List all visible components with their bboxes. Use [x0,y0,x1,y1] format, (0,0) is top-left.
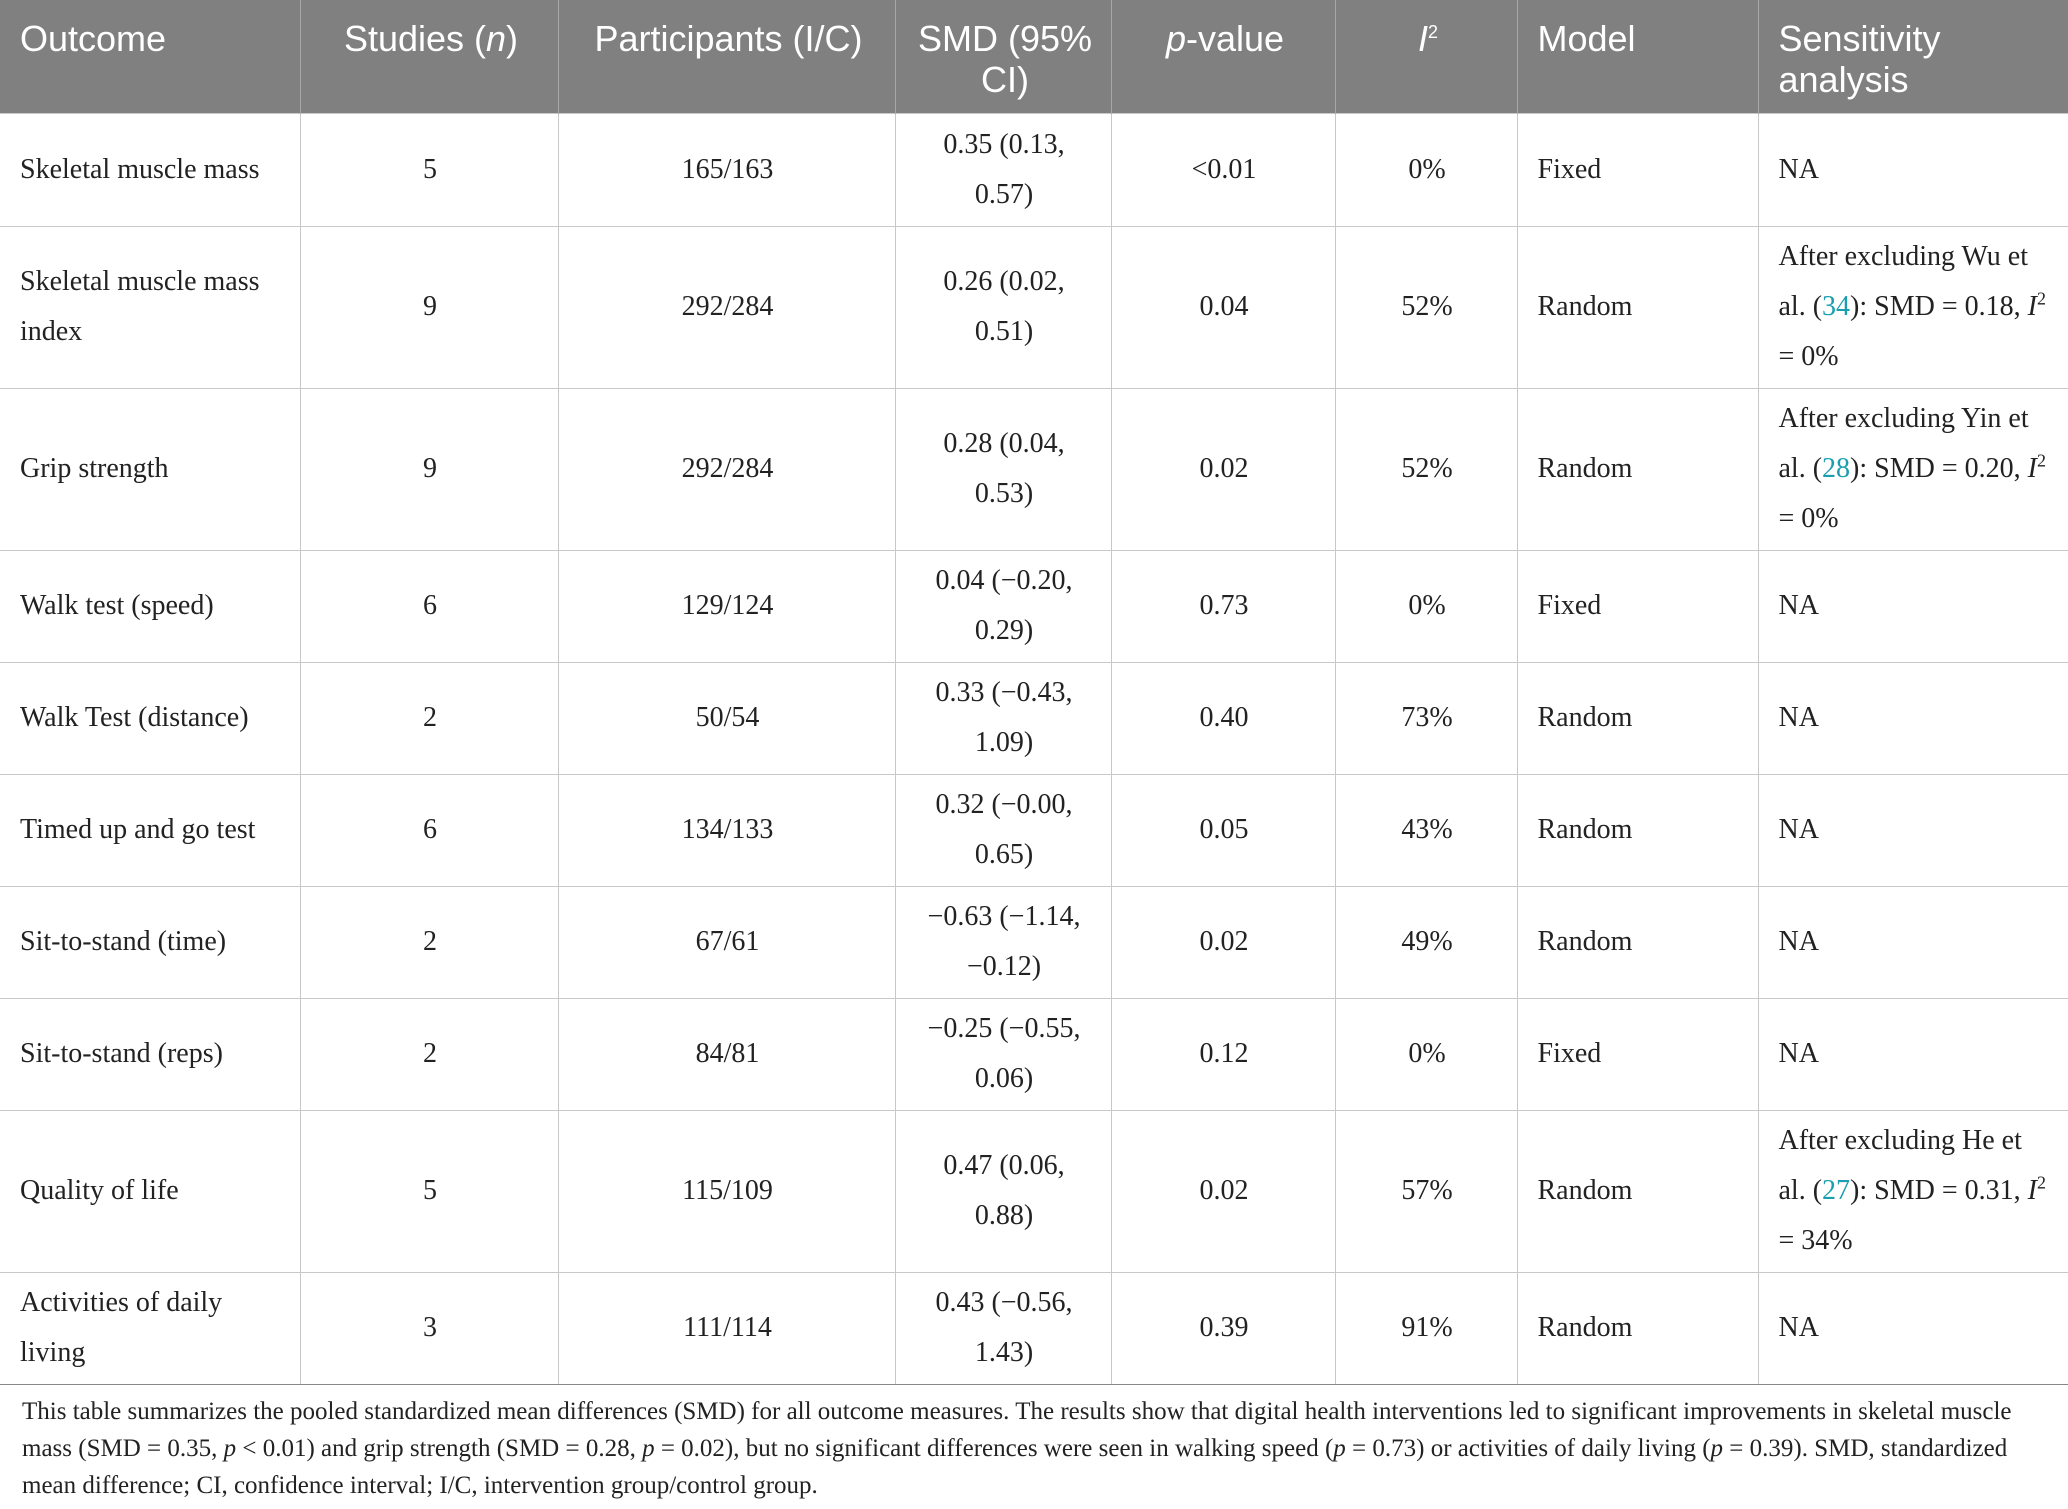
cell-sensitivity: NA [1758,550,2068,662]
cell-outcome: Activities of daily living [0,1272,300,1384]
cell-pvalue: 0.40 [1111,662,1335,774]
reference-link[interactable]: 27 [1822,1175,1851,1206]
cell-participants: 134/133 [558,774,895,886]
cell-i2: 52% [1335,388,1517,550]
cell-sensitivity: NA [1758,886,2068,998]
cell-i2: 0% [1335,113,1517,226]
cell-outcome: Quality of life [0,1110,300,1272]
cell-model: Fixed [1517,550,1758,662]
header-pvalue: p-value [1111,0,1335,113]
cell-i2: 73% [1335,662,1517,774]
cell-participants: 129/124 [558,550,895,662]
header-model: Model [1517,0,1758,113]
cell-outcome: Timed up and go test [0,774,300,886]
cell-studies: 5 [300,113,558,226]
i2-symbol: I [2027,453,2037,484]
sensitivity-text: After excluding He et al. ( [1778,1125,2022,1206]
cell-model: Random [1517,662,1758,774]
cell-pvalue: <0.01 [1111,113,1335,226]
reference-link[interactable]: 28 [1822,453,1851,484]
table-row [0,550,2068,662]
cell-outcome: Skeletal muscle mass index [0,226,300,388]
header-row [0,0,2068,113]
table-row [0,662,2068,774]
cell-i2: 43% [1335,774,1517,886]
cell-sensitivity: NA [1758,998,2068,1110]
i2-symbol: I [2027,1175,2037,1206]
cell-studies: 2 [300,662,558,774]
cell-pvalue: 0.12 [1111,998,1335,1110]
table-row [0,388,2068,550]
cell-pvalue: 0.04 [1111,226,1335,388]
cell-model: Random [1517,226,1758,388]
cell-smd: 0.35 (0.13, 0.57) [895,113,1111,226]
cell-model: Fixed [1517,998,1758,1110]
table-row [0,226,2068,388]
table-row [0,774,2068,886]
table-row [0,1272,2068,1384]
cell-sensitivity: NA [1758,662,2068,774]
table-row [0,886,2068,998]
header-sensitivity: Sensitivity analysis [1758,0,2068,113]
cell-sensitivity: NA [1758,113,2068,226]
cell-participants: 292/284 [558,226,895,388]
cell-studies: 5 [300,1110,558,1272]
cell-sensitivity [1758,1110,2068,1272]
cell-i2: 0% [1335,550,1517,662]
cell-studies: 6 [300,774,558,886]
i2-symbol: I [2027,291,2037,322]
cell-sensitivity: NA [1758,1272,2068,1384]
cell-pvalue: 0.02 [1111,388,1335,550]
cell-outcome: Walk Test (distance) [0,662,300,774]
cell-pvalue: 0.02 [1111,1110,1335,1272]
sensitivity-text: After excluding Wu et al. ( [1778,241,2028,322]
cell-outcome: Walk test (speed) [0,550,300,662]
table-row [0,998,2068,1110]
header-participants: Participants (I/C) [558,0,895,113]
cell-studies: 9 [300,226,558,388]
cell-pvalue: 0.73 [1111,550,1335,662]
sensitivity-text: ): SMD = 0.20, [1850,453,2028,484]
cell-smd: −0.25 (−0.55, 0.06) [895,998,1111,1110]
cell-sensitivity [1758,226,2068,388]
sensitivity-text: = 0% [1778,341,1839,372]
cell-model: Random [1517,1272,1758,1384]
header-outcome: Outcome [0,0,300,113]
cell-model: Random [1517,1110,1758,1272]
cell-participants: 50/54 [558,662,895,774]
cell-studies: 2 [300,886,558,998]
header-i2: $I^2$ [1335,0,1517,113]
sensitivity-text: ): SMD = 0.31, [1850,1175,2028,1206]
table-row [0,113,2068,226]
sensitivity-text: = 34% [1778,1225,1853,1256]
cell-smd: 0.28 (0.04, 0.53) [895,388,1111,550]
table-footnote: This table summarizes the pooled standardized mean differences (SMD) for all outcome measures. The results show that digital health interventions led to significant improvements in skeletal muscle mass (SMD = 0.35, p < 0.01) and grip strength (SMD = 0.28, p = 0.02), but no significant differences were seen in walking speed (p = 0.73) or activities of daily living (p = 0.39). SMD, standardized mean difference; CI, confidence interval; I/C, intervention group/control group. [22,1398,2012,1499]
cell-smd: 0.33 (−0.43, 1.09) [895,662,1111,774]
cell-outcome: Grip strength [0,388,300,550]
cell-sensitivity: NA [1758,774,2068,886]
cell-outcome: Sit-to-stand (reps) [0,998,300,1110]
cell-participants: 111/114 [558,1272,895,1384]
cell-smd: −0.63 (−1.14, −0.12) [895,886,1111,998]
i2-superscript: 2 [2036,288,2046,309]
cell-model: Fixed [1517,113,1758,226]
cell-smd: 0.43 (−0.56, 1.43) [895,1272,1111,1384]
cell-model: Random [1517,886,1758,998]
cell-i2: 57% [1335,1110,1517,1272]
cell-i2: 49% [1335,886,1517,998]
cell-smd: 0.26 (0.02, 0.51) [895,226,1111,388]
cell-studies: 9 [300,388,558,550]
cell-pvalue: 0.05 [1111,774,1335,886]
cell-studies: 3 [300,1272,558,1384]
cell-i2: 52% [1335,226,1517,388]
cell-smd: 0.47 (0.06, 0.88) [895,1110,1111,1272]
cell-smd: 0.04 (−0.20, 0.29) [895,550,1111,662]
cell-i2: 91% [1335,1272,1517,1384]
cell-studies: 2 [300,998,558,1110]
i2-superscript: 2 [2036,450,2046,471]
sensitivity-text: ): SMD = 0.18, [1850,291,2028,322]
cell-model: Random [1517,774,1758,886]
cell-participants: 115/109 [558,1110,895,1272]
cell-participants: 84/81 [558,998,895,1110]
cell-participants: 67/61 [558,886,895,998]
cell-participants: 165/163 [558,113,895,226]
cell-studies: 6 [300,550,558,662]
header-studies: Studies (n) [300,0,558,113]
cell-pvalue: 0.39 [1111,1272,1335,1384]
i2-superscript: 2 [2036,1172,2046,1193]
cell-outcome: Skeletal muscle mass [0,113,300,226]
cell-sensitivity [1758,388,2068,550]
cell-participants: 292/284 [558,388,895,550]
table-row [0,1110,2068,1272]
cell-smd: 0.32 (−0.00, 0.65) [895,774,1111,886]
cell-pvalue: 0.02 [1111,886,1335,998]
cell-outcome: Sit-to-stand (time) [0,886,300,998]
header-smd: SMD (95% CI) [895,0,1111,113]
sensitivity-text: = 0% [1778,503,1839,534]
reference-link[interactable]: 34 [1822,291,1851,322]
sensitivity-text: After excluding Yin et al. ( [1778,403,2029,484]
cell-model: Random [1517,388,1758,550]
cell-i2: 0% [1335,998,1517,1110]
